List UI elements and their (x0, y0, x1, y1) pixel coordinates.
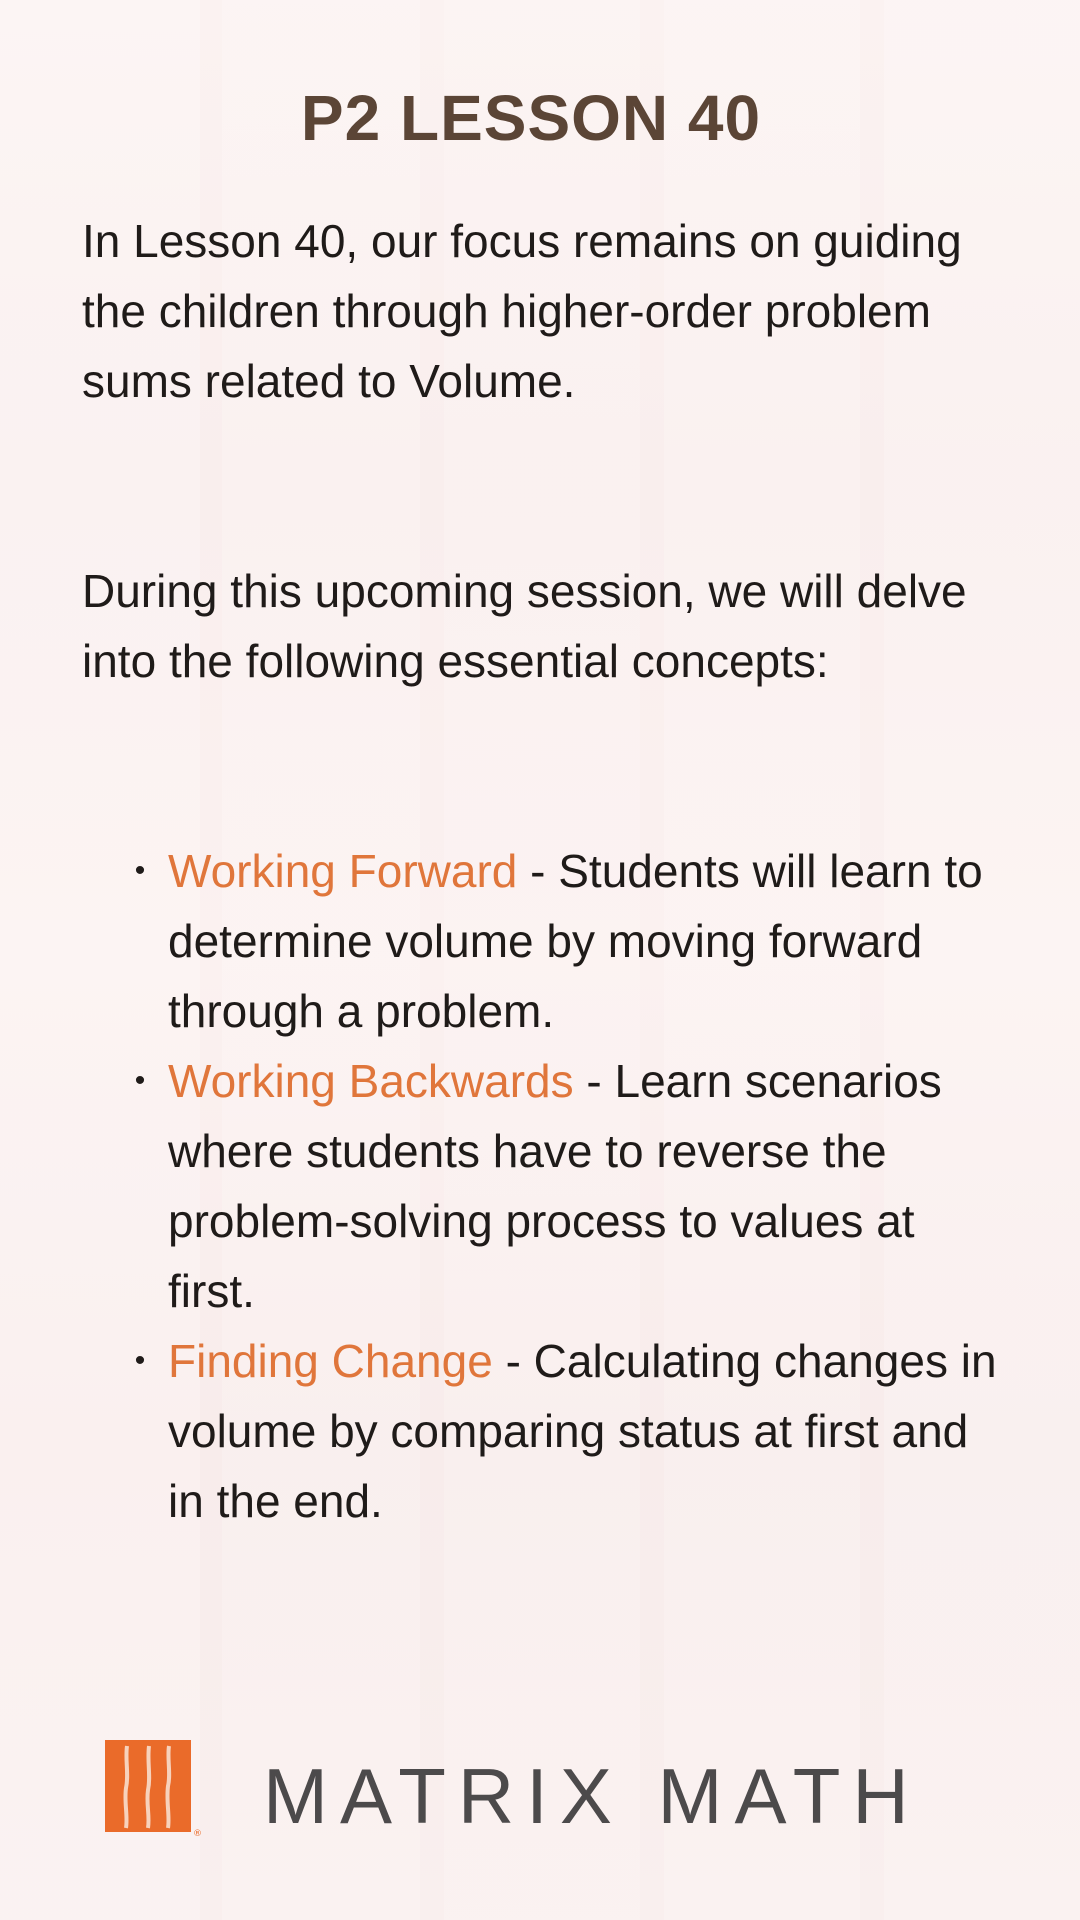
page-title: P2 LESSON 40 (300, 82, 762, 154)
bullet-icon: • (134, 1064, 146, 1097)
concept-item-working-backwards (130, 1046, 1010, 1326)
session-paragraph: During this upcoming session, we will delve into the following essential concepts: (82, 565, 967, 687)
concepts-list (130, 836, 1010, 1536)
concept-description: - Students will learn to determine volume by moving forward through a problem. (168, 845, 983, 1037)
concept-term: Working Forward (168, 845, 518, 897)
matrix-math-logo-icon (105, 1740, 201, 1838)
logo-wordmark: MATRIX MATH (263, 1752, 921, 1840)
concept-term: Finding Change (168, 1335, 493, 1387)
concept-term: Working Backwards (168, 1055, 574, 1107)
concept-item-working-forward (130, 836, 1010, 1046)
matrix-math-logo (105, 1740, 1025, 1842)
concept-item-finding-change (130, 1326, 1010, 1536)
concept-description: - Calculating changes in volume by comparing status at first and in the end. (168, 1335, 997, 1527)
concept-description: - Learn scenarios where students have to reverse the problem-solving process to values at first. (168, 1055, 942, 1317)
bullet-icon: • (134, 854, 146, 887)
registered-mark: ® (193, 1829, 202, 1839)
bullet-icon: • (134, 1344, 146, 1377)
intro-paragraph: In Lesson 40, our focus remains on guiding the children through higher-order problem sums related to Volume. (82, 215, 962, 407)
